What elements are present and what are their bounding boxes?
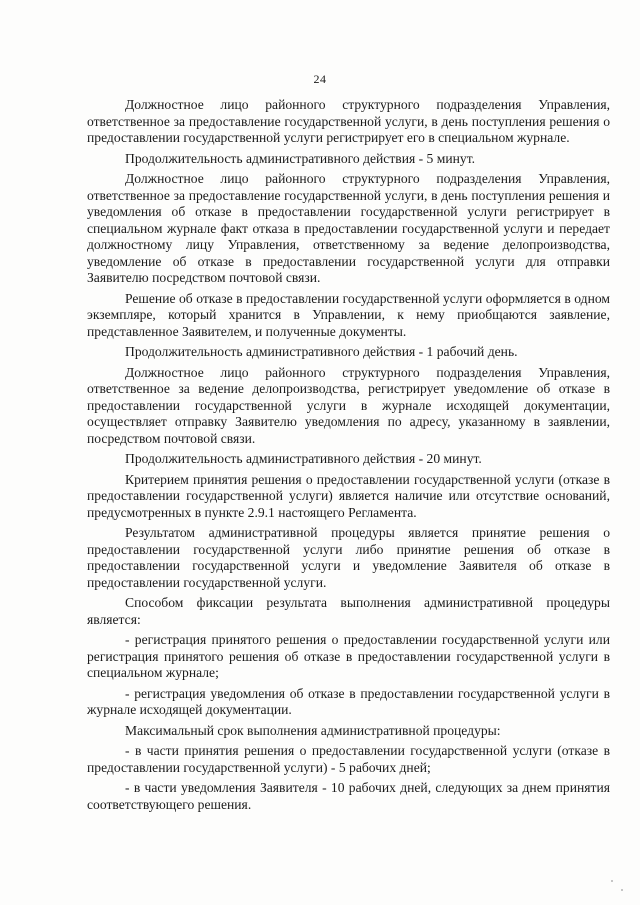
paragraph: Продолжительность административного действия - 1 рабочий день. [125,344,518,359]
page-number: 24 [313,72,327,86]
paragraph: - в части принятия решения о предоставлении государственной услуги (отказе в предоставлении государственной услуги) - 5 рабочих дней; [87,743,610,775]
paragraph: Способом фиксации результата выполнения административной процедуры является: [87,595,610,627]
paragraph: - регистрация принятого решения о предоставлении государственной услуги или регистрация принятого решения об отказе в предоставлении государственной услуги в специальном журнале; [87,632,610,680]
scan-speck [621,889,623,891]
paragraph: Результатом административной процедуры является принятие решения о предоставлении государственной услуги либо принятие решения об отказе в предоставлении государственной услуги и уведомление Заявителя об отказе в предоставлении государственной услуги. [87,525,610,590]
paragraph: - регистрация уведомления об отказе в предоставлении государственной услуги в журнале исходящей документации. [87,685,610,717]
paragraph: Продолжительность административного действия - 5 минут. [125,150,476,166]
paragraph: Должностное лицо районного структурного подразделения Управления, ответственное за предоставление государственной услуги, в день поступления решения о предоставлении государственной услуги регистрирует его в специальном журнале. [87,97,610,145]
paragraph: Решение об отказе в предоставлении государственной услуги оформляется в одном экземпляре, который хранится в Управлении, к нему приобщаются заявление, представленное Заявителем, и полученные документы. [87,290,610,339]
paragraph: Должностное лицо районного структурного подразделения Управления, ответственное за ведение делопроизводства, регистрирует уведомление об отказе в предоставлении государственной услуги в журнале исходящей документации, осуществляет отправку Заявителю уведомления по адресу, указанному в заявлении, посредством почтовой связи. [87,364,610,446]
scan-speck [611,880,613,882]
document-body [87,97,610,817]
paragraph: Должностное лицо районного структурного подразделения Управления, ответственное за предоставление государственной услуги, в день поступления решения и уведомления об отказе в предоставлении государственной услуги регистрирует в специальном журнале факт отказа в предоставлении государственной услуги и передает должностному лицу Управления, ответственному за ведение делопроизводства, уведомление об отказе в предоставлении государственной услуги для отправки Заявителю посредством почтовой связи. [87,171,610,285]
paragraph: - в части уведомления Заявителя - 10 рабочих дней, следующих за днем принятия соответствующего решения. [87,780,610,812]
paragraph: Максимальный срок выполнения административной процедуры: [125,722,501,738]
paragraph: Критерием принятия решения о предоставлении государственной услуги (отказе в предоставлении государственной услуги) является наличие или отсутствие оснований, предусмотренных в пункте 2.9.1 настоящего Регламента. [87,471,610,520]
paragraph: Продолжительность административного действия - 20 минут. [125,451,482,466]
